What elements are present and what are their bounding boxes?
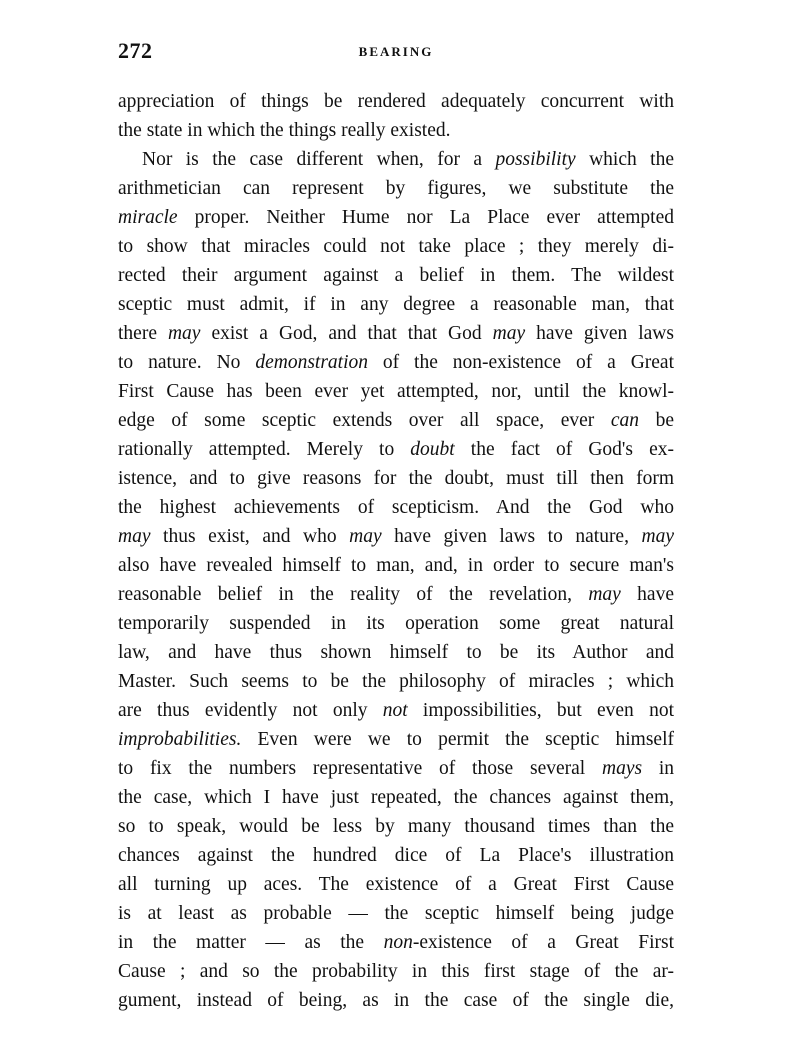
text-segment: the highest achievements of scepticism. And the God who — [118, 497, 674, 518]
text-segment: to show that miracles could not take place ; they merely di- — [118, 236, 674, 257]
text-segment: have given laws — [525, 323, 674, 344]
italic-text: may — [492, 323, 526, 344]
text-segment: have given laws to nature, — [381, 526, 642, 547]
text-segment: istence, and to give reasons for the doubt, must till then form — [118, 468, 674, 489]
text-segment: are thus evidently not only — [118, 700, 383, 721]
text-line — [118, 783, 674, 812]
text-line — [118, 754, 674, 783]
text-segment: have — [620, 584, 674, 605]
text-segment: of the non-existence of a Great — [368, 352, 674, 373]
text-line — [118, 638, 674, 667]
text-line — [118, 464, 674, 493]
text-segment: proper. Neither Hume nor La Place ever attempted — [177, 207, 674, 228]
text-segment: the case, which I have just repeated, the chances against them, — [118, 787, 674, 808]
text-segment: which the — [575, 149, 674, 170]
text-segment: Even were we to permit the sceptic himself — [241, 729, 674, 750]
text-line — [118, 203, 674, 232]
text-segment: Nor is the case different when, for a — [142, 149, 496, 170]
text-line — [118, 232, 674, 261]
text-line — [118, 290, 674, 319]
text-segment: edge of some sceptic extends over all space, ever — [118, 410, 611, 431]
italic-text: may — [641, 526, 675, 547]
text-line — [118, 174, 674, 203]
text-segment: appreciation of things be rendered adequately concurrent with — [118, 91, 674, 112]
text-segment: in the matter — as the — [118, 932, 384, 953]
text-segment: law, and have thus shown himself to be its Author and — [118, 642, 674, 663]
italic-text: miracle — [118, 207, 178, 228]
text-line — [118, 812, 674, 841]
text-line — [118, 928, 674, 957]
text-segment: sceptic must admit, if in any degree a reasonable man, that — [118, 294, 674, 315]
text-line — [118, 87, 674, 116]
text-segment: impossibilities, but even not — [407, 700, 674, 721]
italic-text: non — [383, 932, 413, 953]
text-segment: the state in which the things really existed. — [118, 120, 451, 141]
text-segment: arithmetician can represent by figures, we substitute the — [118, 178, 674, 199]
text-line — [118, 986, 674, 1015]
text-line — [118, 406, 674, 435]
text-segment: rected their argument against a belief in them. The wildest — [118, 265, 674, 286]
text-segment: is at least as probable — the sceptic himself being judge — [118, 903, 674, 924]
italic-text: may — [167, 323, 201, 344]
text-line — [118, 580, 674, 609]
text-segment: the fact of God's ex- — [454, 439, 674, 460]
text-segment: -existence of a Great First — [412, 932, 674, 953]
text-line — [118, 261, 674, 290]
page-header — [118, 38, 674, 68]
italic-text: not — [382, 700, 408, 721]
text-line — [118, 667, 674, 696]
italic-text: can — [610, 410, 640, 431]
text-line — [118, 377, 674, 406]
text-line — [118, 957, 674, 986]
text-segment: all turning up aces. The existence of a Great First Cause — [118, 874, 674, 895]
text-segment: so to speak, would be less by many thousand times than the — [118, 816, 674, 837]
text-segment: reasonable belief in the reality of the revelation, — [118, 584, 589, 605]
text-segment: gument, instead of being, as in the case of the single die, — [118, 990, 674, 1011]
text-line — [118, 725, 674, 754]
text-line — [118, 841, 674, 870]
text-line — [118, 551, 674, 580]
text-line — [118, 870, 674, 899]
italic-text: demonstration — [255, 352, 368, 373]
text-segment: Master. Such seems to be the philosophy of miracles ; which — [118, 671, 674, 692]
text-segment: exist a God, and that that God — [200, 323, 493, 344]
text-segment: there — [118, 323, 168, 344]
text-line — [118, 348, 674, 377]
text-segment: also have revealed himself to man, and, in order to secure man's — [118, 555, 674, 576]
text-line — [118, 116, 674, 145]
italic-text: may — [118, 526, 151, 547]
text-segment: Cause ; and so the probability in this first stage of the ar- — [118, 961, 674, 982]
italic-text: doubt — [410, 439, 455, 460]
italic-text: possibility — [495, 149, 576, 170]
text-segment: thus exist, and who — [150, 526, 350, 547]
italic-text: may — [349, 526, 382, 547]
text-line — [118, 435, 674, 464]
text-segment: chances against the hundred dice of La Place's illustration — [118, 845, 674, 866]
body-text — [118, 87, 674, 1015]
text-line — [118, 899, 674, 928]
text-line — [118, 609, 674, 638]
text-segment: in — [642, 758, 675, 779]
text-segment: to fix the numbers representative of those several — [118, 758, 602, 779]
text-segment: rationally attempted. Merely to — [118, 439, 411, 460]
italic-text: improbabilities. — [118, 729, 242, 750]
text-segment: temporarily suspended in its operation some great natural — [118, 613, 674, 634]
text-line — [118, 319, 674, 348]
page-number: 272 — [118, 38, 153, 63]
italic-text: mays — [601, 758, 643, 779]
text-segment: be — [639, 410, 675, 431]
running-head: BEARING — [358, 44, 434, 59]
text-segment: First Cause has been ever yet attempted, nor, until the knowl- — [118, 381, 674, 402]
text-segment: to nature. No — [118, 352, 256, 373]
italic-text: may — [588, 584, 621, 605]
text-line — [118, 493, 674, 522]
text-line — [118, 696, 674, 725]
text-line — [118, 522, 674, 551]
text-line — [118, 145, 674, 174]
